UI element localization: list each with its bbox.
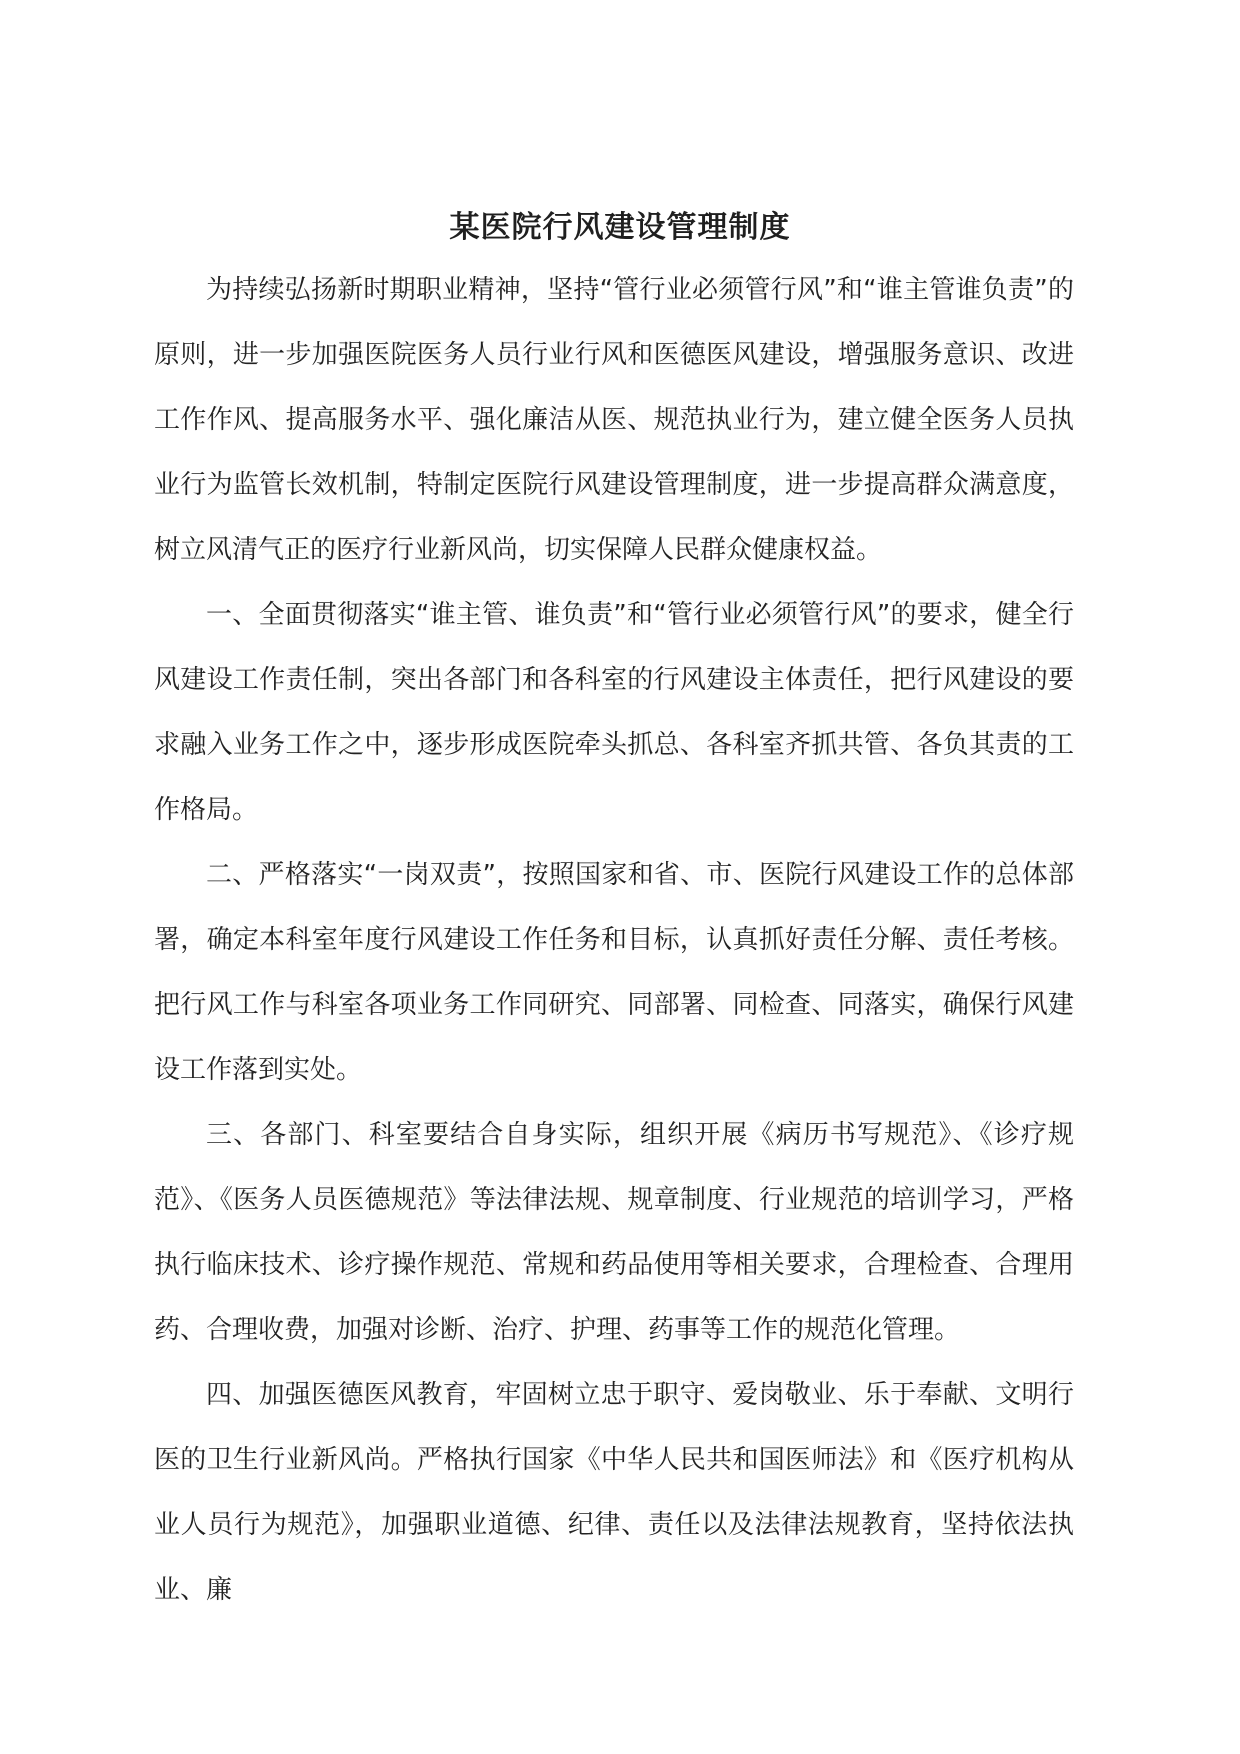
paragraph-item-2: 二、严格落实“一岗双责”，按照国家和省、市、医院行风建设工作的总体部署，确定本科室年度行风建设工作任务和目标，认真抓好责任分解、责任考核。把行风工作与科室各项业务工作同研究、同部署、同检查、同落实，确保行风建设工作落到实处。 (154, 860, 1074, 1085)
paragraph-item-3: 三、各部门、科室要结合自身实际，组织开展《病历书写规范》、《诊疗规范》、《医务人员医德规范》等法律法规、规章制度、行业规范的培训学习，严格执行临床技术、诊疗操作规范、常规和药品使用等相关要求，合理检查、合理用药、合理收费，加强对诊断、治疗、护理、药事等工作的规范化管理。 (154, 1120, 1074, 1345)
paragraph-item-4: 四、加强医德医风教育，牢固树立忠于职守、爱岗敬业、乐于奉献、文明行医的卫生行业新风尚。严格执行国家《中华人民共和国医师法》和《医疗机构从业人员行为规范》，加强职业道德、纪律、责任以及法律法规教育，坚持依法执业、廉 (154, 1380, 1074, 1605)
document-title: 某医院行风建设管理制度 (449, 210, 791, 246)
paragraph-intro: 为持续弘扬新时期职业精神，坚持“管行业必须管行风”和“谁主管谁负责”的原则，进一步加强医院医务人员行业行风和医德医风建设，增强服务意识、改进工作作风、提高服务水平、强化廉洁从医、规范执业行为，建立健全医务人员执业行为监管长效机制，特制定医院行风建设管理制度，进一步提高群众满意度，树立风清气正的医疗行业新风尚，切实保障人民群众健康权益。 (154, 275, 1074, 565)
document-body (154, 258, 1074, 1623)
paragraph-item-1: 一、全面贯彻落实“谁主管、谁负责”和“管行业必须管行风”的要求，健全行风建设工作责任制，突出各部门和各科室的行风建设主体责任，把行风建设的要求融入业务工作之中，逐步形成医院牵头抓总、各科室齐抓共管、各负其责的工作格局。 (154, 600, 1074, 825)
